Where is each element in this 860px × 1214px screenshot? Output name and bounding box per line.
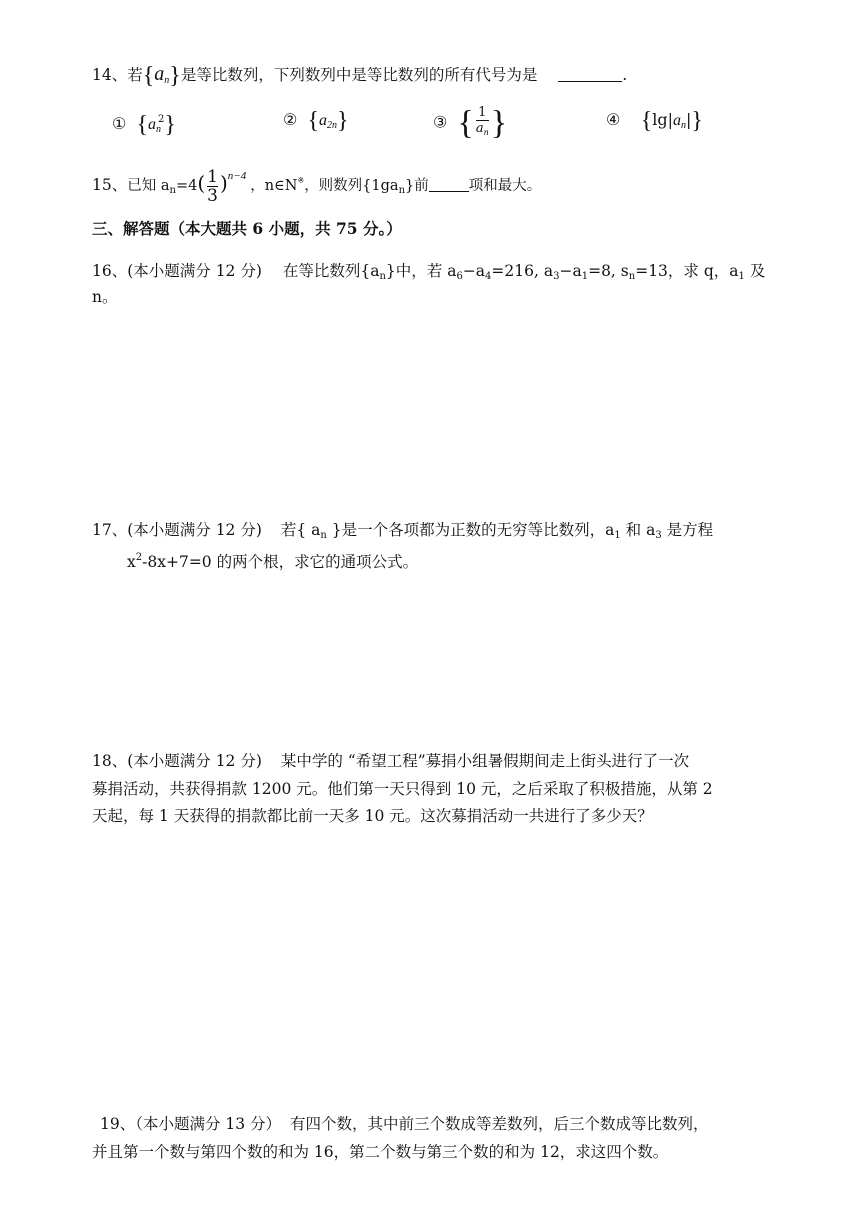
question-17-line2: $x^2-8x+7=0$ 的两个根，求它的通项公式。	[127, 552, 419, 571]
question-14-number: 14、	[92, 66, 128, 84]
question-19-prefix: 19、（本小题满分 13 分）	[100, 1115, 282, 1133]
answer-blank-15[interactable]	[429, 191, 469, 192]
question-14: 14、若$\{a_n\}$是等比数列，下列数列中是等比数列的所有代号为是 .	[92, 63, 628, 89]
question-17: 17、(本小题满分 12 分) 若{ $a_n$ }是一个各项都为正数的无穷等比数列，$a_1$ 和 $a_3$ 是方程	[92, 521, 714, 541]
question-17-prefix: 17、(本小题满分 12 分)	[92, 521, 262, 539]
question-18-line3: 天起，每 1 天获得的捐款都比前一天多 10 元。这次募捐活动一共进行了多少天？	[92, 807, 653, 825]
option-1: ① $\{a_n^2\}$	[112, 112, 176, 138]
question-19-line2: 并且第一个数与第四个数的和为 16，第二个数与第三个数的和为 12，求这四个数。	[92, 1143, 669, 1161]
question-18: 18、(本小题满分 12 分) 某中学的 “希望工程”募捐小组暑假期间走上街头进行了一次	[92, 752, 690, 770]
answer-blank-14[interactable]	[558, 81, 622, 82]
question-19: 19、（本小题满分 13 分） 有四个数，其中前三个数成等差数列，后三个数成等比数列，	[100, 1115, 709, 1133]
question-16-prefix: 16、(本小题满分 12 分)	[92, 262, 262, 280]
option-2: ② $\{a_{2n}\}$	[283, 108, 349, 134]
question-18-prefix: 18、(本小题满分 12 分)	[92, 752, 262, 770]
option-4: ④ $\{\lg|a_n|\}$	[606, 108, 703, 134]
question-15: 15、已知 $a_n=4$( $\frac{1}{3}$ )$^{n-4}$，n∈N※，则数列$\{1ga_n\}$前 项和最大。	[92, 166, 542, 206]
question-16: 16、(本小题满分 12 分) 在等比数列$\{a_n\}$中，若 $a_6-a_4=216$, $a_3-a_1=8$, $s_n=13$，求 q，$a_1$ 及	[92, 262, 766, 282]
question-18-line2: 募捐活动，共获得捐款 1200 元。他们第一天只得到 10 元，之后采取了积极措施，从第 2	[92, 780, 713, 798]
question-15-number: 15、	[92, 176, 128, 194]
option-3: ③ { $\frac{1}{a_n}$ }	[433, 104, 508, 142]
question-16-line2: n。	[92, 288, 118, 306]
section-heading: 三、解答题（本大题共 6 小题，共 75 分。）	[92, 219, 402, 238]
